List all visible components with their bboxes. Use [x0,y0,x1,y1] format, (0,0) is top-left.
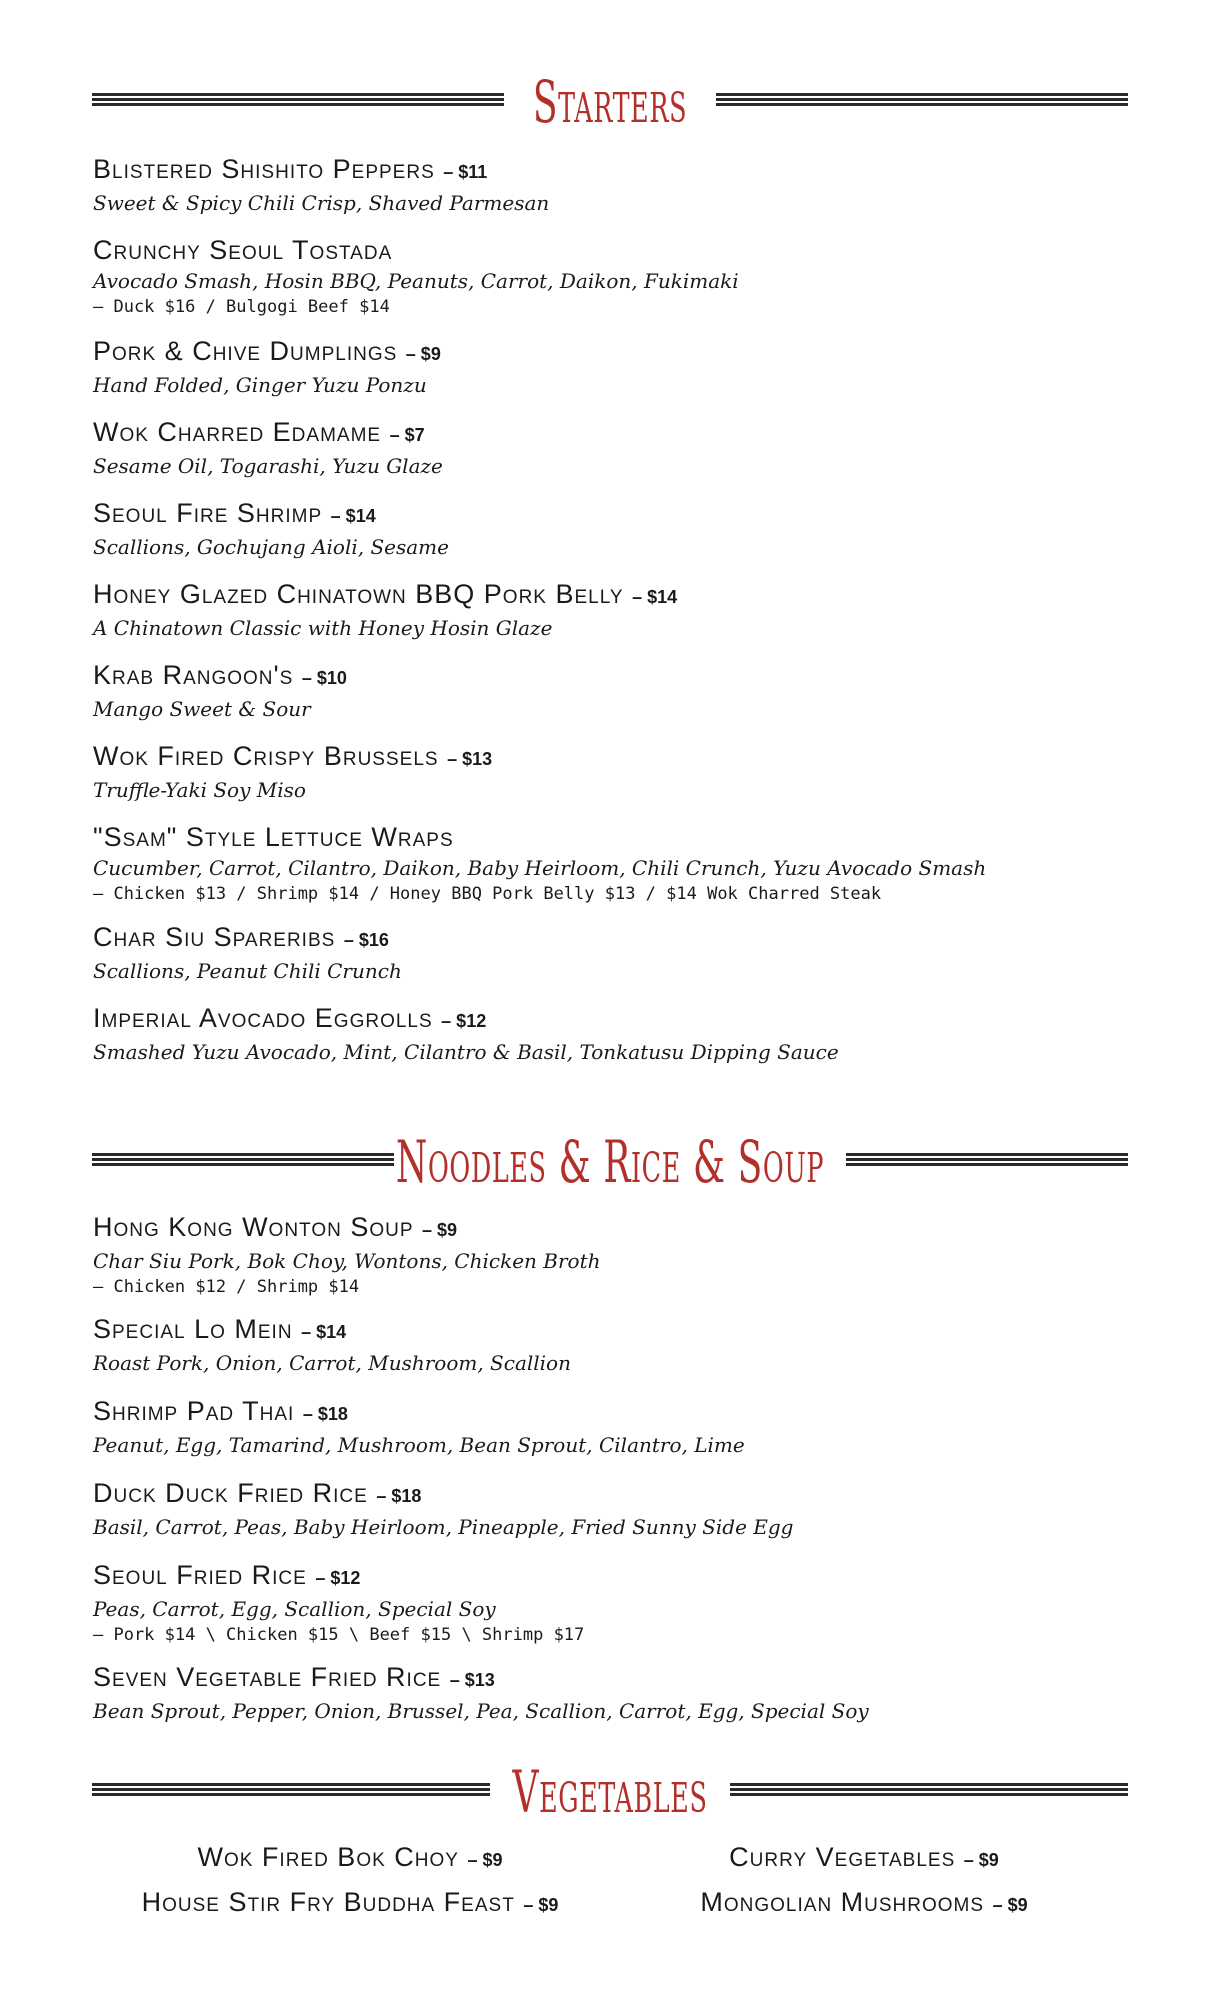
item-name: Duck Duck Fried Rice [93,1478,368,1508]
item-name: House Stir Fry Buddha Feast [141,1887,515,1917]
item-description: Sweet & Spicy Chili Crisp, Shaved Parmesan [93,191,550,215]
item-description: Cucumber, Carrot, Cilantro, Daikon, Baby Heirloom, Chili Crunch, Yuzu Avocado Smash [93,856,987,880]
item-name-line [93,1312,1123,1349]
menu-item [93,496,1123,561]
item-name: Seven Vegetable Fried Rice [93,1662,442,1692]
vegetables-right-column [604,1836,1124,1926]
item-description: Peas, Carrot, Egg, Scallion, Special Soy [93,1597,496,1621]
menu-item [93,820,1123,906]
item-name: "Ssam" Style Lettuce Wraps [93,822,454,852]
item-description: Roast Pork, Onion, Carrot, Mushroom, Scallion [93,1351,571,1375]
menu-item [93,1558,1123,1647]
item-name-line [93,496,1123,533]
item-description: Scallions, Peanut Chili Crunch [93,959,402,983]
item-description: Truffle-Yaki Soy Miso [93,778,306,802]
menu-item [93,1394,1123,1459]
item-name-line [93,1476,1123,1513]
item-description: A Chinatown Classic with Honey Hosin Glaze [93,616,553,640]
item-name: Char Siu Spareribs [93,922,336,952]
item-name: Pork & Chive Dumplings [93,336,398,366]
item-description: Smashed Yuzu Avocado, Mint, Cilantro & Basil, Tonkatusu Dipping Sauce [93,1040,839,1064]
item-price: – $9 [405,344,441,364]
item-description: Avocado Smash, Hosin BBQ, Peanuts, Carrot, Daikon, Fukimaki [93,269,739,293]
section-title: Noodles & Rice & Soup [395,1128,825,1196]
item-price: – $9 [422,1220,458,1240]
item-name-line [93,152,1123,189]
item-description: Scallions, Gochujang Aioli, Sesame [93,535,449,559]
menu-item [93,152,1123,217]
item-name-line [93,920,1123,957]
item-name: Special Lo Mein [93,1314,293,1344]
item-price: – $14 [301,1322,347,1342]
vegetable-item [604,1881,1124,1926]
item-price: – $14 [330,506,376,526]
item-description: Sesame Oil, Togarashi, Yuzu Glaze [93,454,443,478]
item-price: – $9 [992,1895,1028,1915]
menu-item [93,658,1123,723]
item-name-line [93,739,1123,776]
item-price: – $12 [315,1568,361,1588]
item-name-line [93,415,1123,452]
starters-header [92,62,1128,142]
item-price: – $7 [389,425,425,445]
item-price: – $18 [376,1486,422,1506]
item-description: Basil, Carrot, Peas, Baby Heirloom, Pineapple, Fried Sunny Side Egg [93,1515,794,1539]
item-price: – $18 [302,1404,348,1424]
item-description: Hand Folded, Ginger Yuzu Ponzu [93,373,427,397]
item-price: – $10 [301,668,347,688]
menu-item [93,1476,1123,1541]
noodles-header [92,1122,1128,1202]
item-price: – $11 [443,162,488,182]
menu-item [93,1001,1123,1066]
menu-item [93,415,1123,480]
item-name: Shrimp Pad Thai [93,1396,295,1426]
menu-item [93,577,1123,642]
item-name-line [93,233,1123,267]
item-name: Mongolian Mushrooms [700,1887,985,1917]
item-name: Crunchy Seoul Tostada [93,235,393,265]
item-name-line [93,1394,1123,1431]
item-name: Blistered Shishito Peppers [93,154,435,184]
item-price: – $13 [449,1670,495,1690]
item-price: – $9 [523,1895,559,1915]
item-price: – $9 [467,1850,503,1870]
item-price-options: – Chicken $13 / Shrimp $14 / Honey BBQ Pork Belly $13 / $14 Wok Charred Steak [93,884,882,904]
item-name: Hong Kong Wonton Soup [93,1212,414,1242]
item-description: Mango Sweet & Sour [93,697,311,721]
item-name: Curry Vegetables [729,1842,956,1872]
item-description: Bean Sprout, Pepper, Onion, Brussel, Pea, Scallion, Carrot, Egg, Special Soy [93,1699,869,1723]
item-name-line [93,334,1123,371]
item-name-line [93,1558,1123,1595]
item-price: – $13 [447,749,493,769]
menu-item [93,1312,1123,1377]
item-price: – $12 [441,1011,487,1031]
vegetables-left-column [90,1836,610,1926]
item-name: Krab Rangoon's [93,660,294,690]
item-price-options: – Duck $16 / Bulgogi Beef $14 [93,297,390,317]
menu-item [93,1210,1123,1299]
item-name: Wok Fired Bok Choy [197,1842,459,1872]
vegetable-item [90,1881,610,1926]
vegetables-header [92,1752,1128,1832]
item-price-options: – Chicken $12 / Shrimp $14 [93,1277,360,1297]
item-name-line [93,820,1123,854]
item-price: – $16 [343,930,389,950]
item-name-line [93,1001,1123,1038]
item-name: Seoul Fire Shrimp [93,498,323,528]
item-name-line [93,1210,1123,1247]
item-description: Peanut, Egg, Tamarind, Mushroom, Bean Sprout, Cilantro, Lime [93,1433,745,1457]
menu-item [93,233,1123,319]
item-name: Wok Fired Crispy Brussels [93,741,439,771]
vegetable-item [604,1836,1124,1881]
menu-item [93,739,1123,804]
item-name-line [93,1660,1123,1697]
menu-item [93,920,1123,985]
item-price: – $9 [963,1850,999,1870]
vegetable-item [90,1836,610,1881]
item-description: Char Siu Pork, Bok Choy, Wontons, Chicken Broth [93,1249,601,1273]
item-name: Wok Charred Edamame [93,417,382,447]
item-price: – $14 [632,587,678,607]
item-name: Imperial Avocado Eggrolls [93,1003,433,1033]
item-name-line [93,658,1123,695]
section-title: Starters [532,68,688,136]
menu-item [93,334,1123,399]
item-name: Seoul Fried Rice [93,1560,307,1590]
section-title: Vegetables [512,1758,708,1826]
menu-item [93,1660,1123,1725]
item-name-line [93,577,1123,614]
item-name: Honey Glazed Chinatown BBQ Pork Belly [93,579,624,609]
item-price-options: – Pork $14 \ Chicken $15 \ Beef $15 \ Shrimp $17 [93,1625,585,1645]
